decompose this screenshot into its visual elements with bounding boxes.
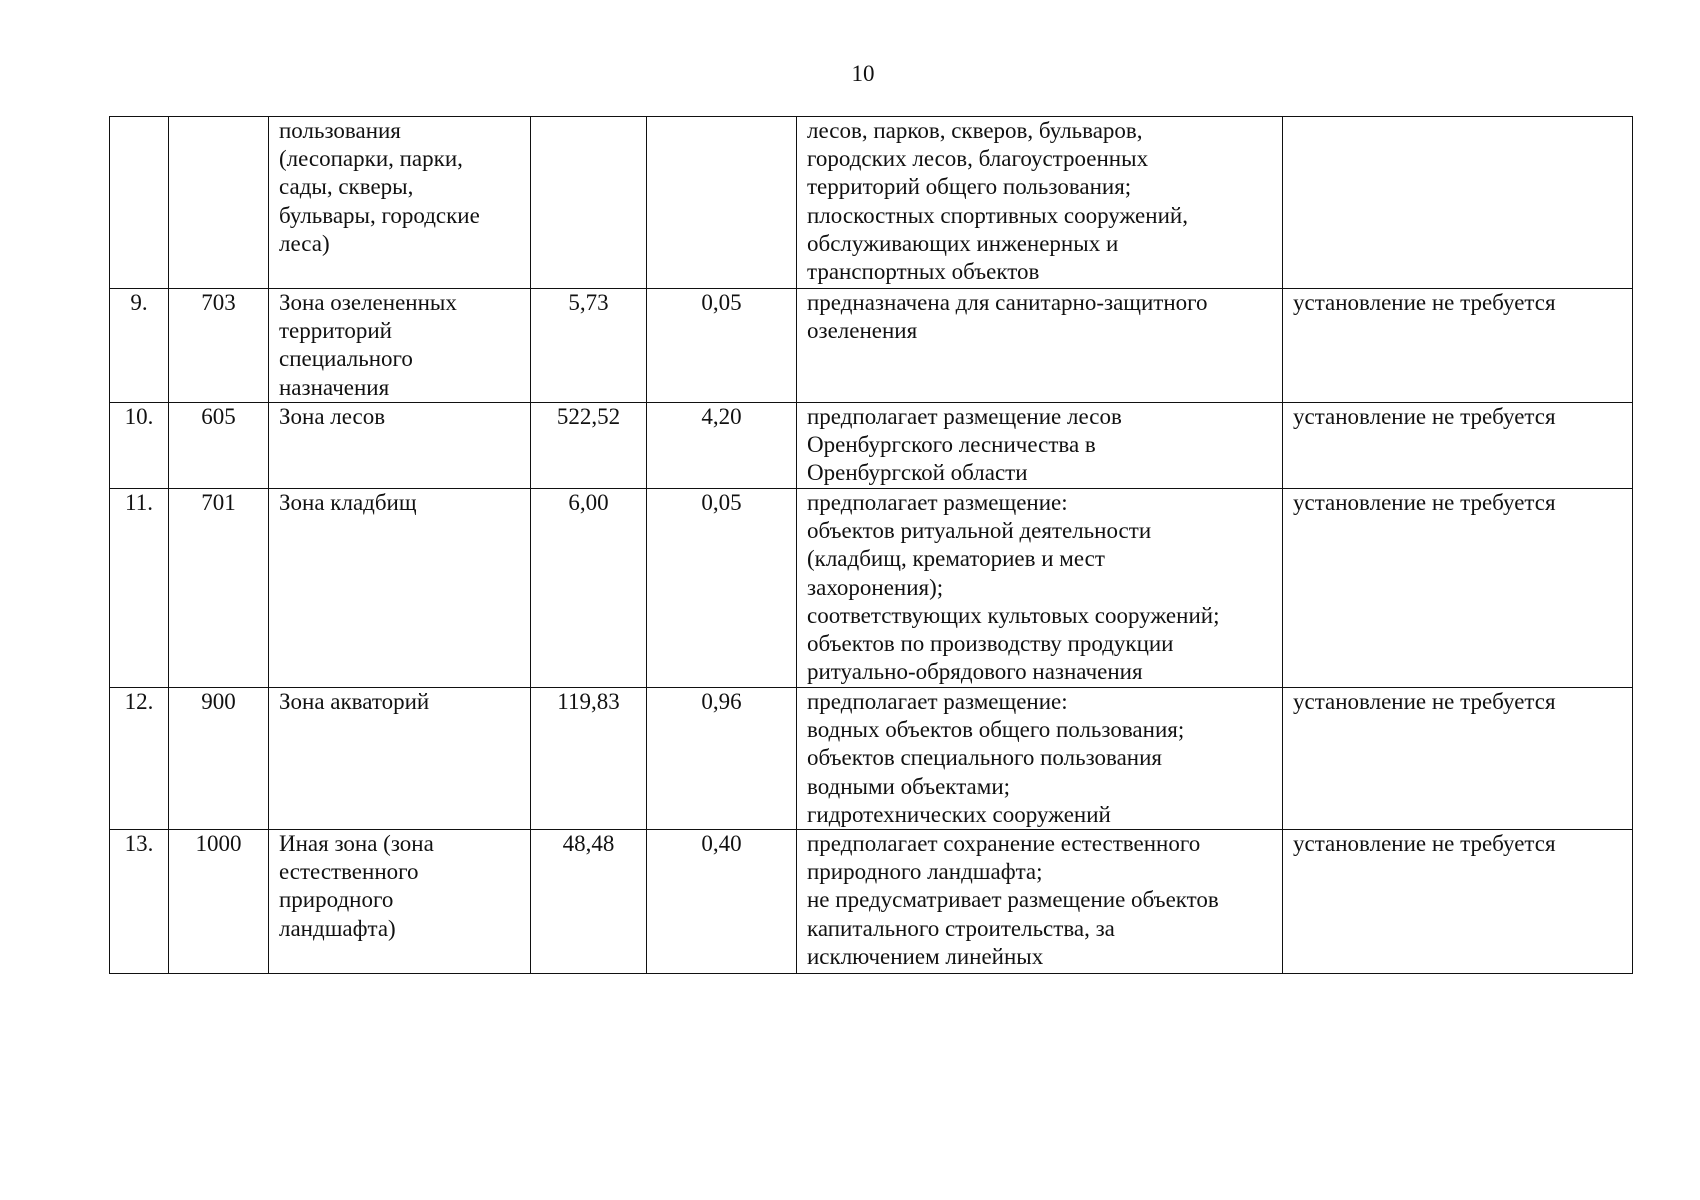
area-cell (531, 117, 647, 289)
description-cell-line: исключением линейных (807, 943, 1044, 969)
regulation-cell: установление не требуется (1283, 289, 1633, 403)
zone-name-cell-line: (лесопарки, парки, (279, 146, 463, 172)
percent-cell (647, 117, 797, 289)
zone-code-cell: 701 (169, 489, 269, 688)
zone-name-cell (269, 489, 531, 688)
page-number: 10 (851, 61, 875, 86)
zone-code-cell: 1000 (169, 830, 269, 974)
area-cell: 119,83 (531, 688, 647, 830)
zone-name-cell-line: ландшафта) (279, 915, 396, 941)
description-cell-line: предполагает размещение лесов (807, 404, 1122, 429)
table-row (110, 489, 1633, 688)
description-cell-line: природного ландшафта; (807, 859, 1043, 885)
description-cell-line: водных объектов общего пользования; (807, 717, 1185, 743)
percent-cell: 4,20 (647, 403, 797, 489)
description-cell-line: водными объектами; (807, 773, 1011, 799)
description-cell-line: капитального строительства, за (807, 915, 1115, 941)
description-cell-line: транспортных объектов (807, 259, 1040, 285)
description-cell-line: объектов специального пользования (807, 745, 1162, 771)
zone-name-cell-line: Зона кладбищ (279, 490, 417, 515)
area-cell: 48,48 (531, 830, 647, 974)
zones-table (109, 116, 1633, 974)
table-row (110, 117, 1633, 289)
description-cell-line: соответствующих культовых сооружений; (807, 602, 1220, 628)
description-cell-line: предполагает размещение: (807, 490, 1068, 515)
row-number-cell: 9. (110, 289, 169, 403)
description-cell (797, 830, 1283, 974)
table-body (110, 117, 1633, 974)
description-cell (797, 688, 1283, 830)
description-cell (797, 403, 1283, 489)
zone-name-cell (269, 830, 531, 974)
zone-name-cell-line: территорий (279, 318, 392, 344)
zone-code-cell: 703 (169, 289, 269, 403)
percent-cell: 0,05 (647, 289, 797, 403)
area-cell: 5,73 (531, 289, 647, 403)
description-cell-line: озеленения (807, 318, 918, 344)
description-cell-line: обслуживающих инженерных и (807, 230, 1119, 256)
description-cell-line: городских лесов, благоустроенных (807, 146, 1149, 172)
zone-name-cell-line: пользования (279, 118, 401, 143)
regulation-cell: установление не требуется (1283, 830, 1633, 974)
regulation-cell (1283, 117, 1633, 289)
zone-name-cell-line: назначения (279, 374, 390, 400)
zone-name-cell-line: природного (279, 887, 394, 913)
description-cell-line: плоскостных спортивных сооружений, (807, 202, 1188, 228)
percent-cell: 0,96 (647, 688, 797, 830)
regulation-cell: установление не требуется (1283, 489, 1633, 688)
description-cell-line: лесов, парков, скверов, бульваров, (807, 118, 1143, 143)
zone-name-cell-line: естественного (279, 859, 419, 885)
row-number-cell: 10. (110, 403, 169, 489)
description-cell-line: предполагает сохранение естественного (807, 831, 1201, 857)
description-cell-line: Оренбургского лесничества в (807, 432, 1096, 458)
zone-name-cell (269, 403, 531, 489)
zone-code-cell: 900 (169, 688, 269, 830)
zone-name-cell-line: Зона озелененных (279, 290, 457, 315)
zone-name-cell-line: бульвары, городские (279, 202, 480, 228)
zone-name-cell-line: Зона лесов (279, 404, 386, 429)
description-cell-line: гидротехнических сооружений (807, 801, 1111, 827)
percent-cell: 0,40 (647, 830, 797, 974)
description-cell-line: Оренбургской области (807, 460, 1028, 486)
regulation-cell: установление не требуется (1283, 688, 1633, 830)
regulation-cell: установление не требуется (1283, 403, 1633, 489)
description-cell (797, 489, 1283, 688)
zone-code-cell: 605 (169, 403, 269, 489)
zone-name-cell (269, 688, 531, 830)
description-cell-line: предназначена для санитарно-защитного (807, 290, 1208, 315)
description-cell-line: (кладбищ, крематориев и мест (807, 546, 1105, 572)
description-cell-line: предполагает размещение: (807, 689, 1068, 714)
table-row (110, 403, 1633, 489)
table-row (110, 289, 1633, 403)
description-cell (797, 289, 1283, 403)
zone-code-cell (169, 117, 269, 289)
description-cell (797, 117, 1283, 289)
description-cell-line: территорий общего пользования; (807, 174, 1132, 200)
zone-name-cell-line: леса) (279, 230, 330, 256)
row-number-cell: 13. (110, 830, 169, 974)
table-row (110, 688, 1633, 830)
zone-name-cell-line: Иная зона (зона (279, 831, 434, 857)
area-cell: 522,52 (531, 403, 647, 489)
description-cell-line: не предусматривает размещение объектов (807, 887, 1219, 913)
row-number-cell (110, 117, 169, 289)
zone-name-cell (269, 289, 531, 403)
description-cell-line: захоронения); (807, 574, 944, 600)
zone-name-cell-line: сады, скверы, (279, 174, 414, 200)
description-cell-line: объектов по производству продукции (807, 631, 1174, 657)
description-cell-line: объектов ритуальной деятельности (807, 518, 1152, 544)
zone-name-cell (269, 117, 531, 289)
description-cell-line: ритуально-обрядового назначения (807, 659, 1143, 685)
row-number-cell: 11. (110, 489, 169, 688)
table-row (110, 830, 1633, 974)
zone-name-cell-line: специального (279, 346, 413, 372)
percent-cell: 0,05 (647, 489, 797, 688)
area-cell: 6,00 (531, 489, 647, 688)
row-number-cell: 12. (110, 688, 169, 830)
zone-name-cell-line: Зона акваторий (279, 689, 430, 714)
